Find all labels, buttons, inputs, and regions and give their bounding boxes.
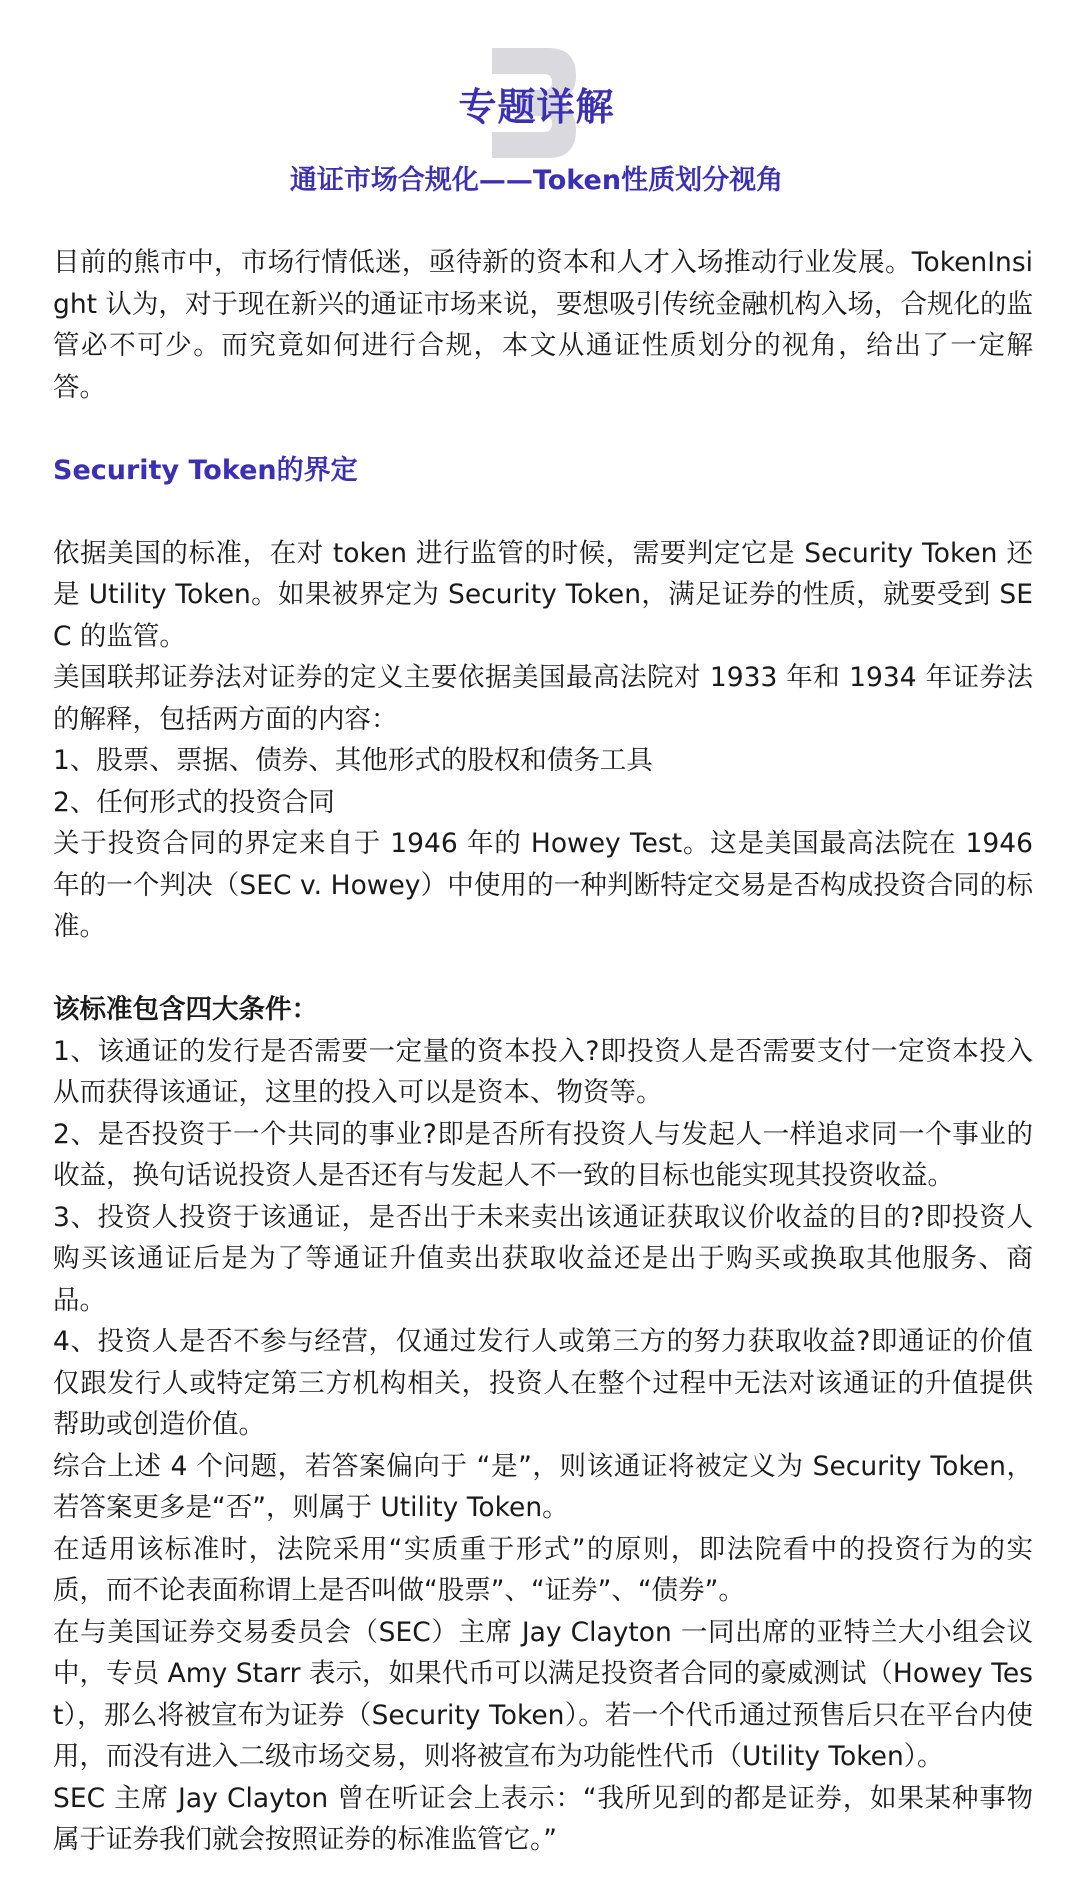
article-header [0, 0, 1073, 210]
list-item: 1、股票、票据、债券、其他形式的股权和债务工具 [53, 745, 653, 776]
list-item: 2、任何形式的投资合同 [53, 786, 335, 818]
condition-item: 2、是否投资于一个共同的事业?即是否所有投资人与发起人一样追求同一个事业的收益，换句话说投资人是否还有与发起人不一致的目标也能实现其投资收益。 [53, 1118, 1033, 1191]
body-paragraph: SEC 主席 Jay Clayton 曾在听证会上表示：“我所见到的都是证券，如果某种事物属于证券我们就会按照证券的标准监管它。” [53, 1782, 1033, 1855]
intro-paragraph: 目前的熊市中，市场行情低迷，亟待新的资本和人才入场推动行业发展。TokenInsight 认为，对于现在新兴的通证市场来说，要想吸引传统金融机构入场，合规化的监管必不可少。而究竟如何进行合规，本文从通证性质划分的视角，给出了一定解答。 [53, 247, 1033, 403]
conditions-heading: 该标准包含四大条件： [53, 994, 318, 1025]
condition-item: 3、投资人投资于该通证，是否出于未来卖出该通证获取议价收益的目的?即投资人购买该通证后是为了等通证升值卖出获取收益还是出于购买或换取其他服务、商品。 [53, 1201, 1033, 1316]
body-paragraph: 在与美国证券交易委员会（SEC）主席 Jay Clayton 一同出席的亚特兰大小组会议中，专员 Amy Starr 表示，如果代币可以满足投资者合同的豪威测试（Howey Test），那么将被宣布为证券（Security Token）。若一个代币通过预售后只在平台内使用，而没有进入二级市场交易，则将被宣布为功能性代币（Utility Token）。 [53, 1616, 1033, 1772]
body-paragraph: 综合上述 4 个问题，若答案偏向于 “是”，则该通证将被定义为 Security Token，若答案更多是“否”，则属于 Utility Token。 [53, 1450, 1033, 1523]
section-heading: Security Token的界定 [53, 454, 358, 486]
body-paragraph: 关于投资合同的界定来自于 1946 年的 Howey Test。这是美国最高法院在 1946 年的一个判决（SEC v. Howey）中使用的一种判断特定交易是否构成投资合同的标准。 [53, 828, 1033, 942]
body-paragraph: 依据美国的标准，在对 token 进行监管的时候，需要判定它是 Security Token 还是 Utility Token。如果被界定为 Security Token，满足证券的性质，就要受到 SEC 的监管。 [53, 537, 1033, 652]
page-subtitle: 通证市场合规化——Token性质划分视角 [289, 165, 784, 196]
condition-item: 1、该通证的发行是否需要一定量的资本投入?即投资人是否需要支付一定资本投入从而获得该通证，这里的投入可以是资本、物资等。 [53, 1035, 1033, 1108]
condition-item: 4、投资人是否不参与经营，仅通过发行人或第三方的努力获取收益?即通证的价值仅跟发行人或特定第三方机构相关，投资人在整个过程中无法对该通证的升值提供帮助或创造价值。 [53, 1326, 1033, 1440]
spacer [53, 408, 1033, 450]
spacer [53, 491, 1033, 533]
body-paragraph: 在适用该标准时，法院采用“实质重于形式”的原则，即法院看中的投资行为的实质，而不论表面称谓上是否叫做“股票”、“证券”、“债券”。 [53, 1533, 1033, 1606]
article-body [53, 242, 1033, 1861]
spacer [53, 948, 1033, 990]
body-paragraph: 美国联邦证券法对证券的定义主要依据美国最高法院对 1933 年和 1934 年证券法的解释，包括两方面的内容： [53, 662, 1033, 735]
page-title: 专题详解 [458, 85, 615, 129]
